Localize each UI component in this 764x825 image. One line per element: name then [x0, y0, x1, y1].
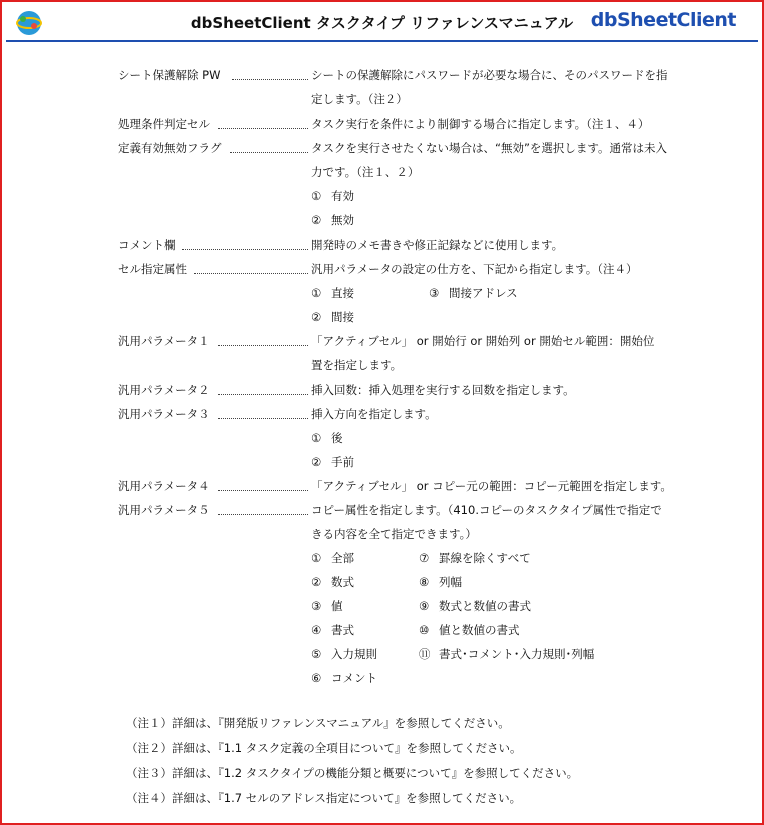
page-header [0, 0, 764, 44]
option-text: 数式と数値の書式 [439, 599, 531, 613]
brand-logo: dbSheetClient [590, 9, 736, 31]
option-number: ⑦ [419, 551, 430, 565]
option-number: ⑤ [311, 647, 322, 661]
option-text: 後 [331, 431, 343, 445]
footnote: （注２）詳細は、『1.1 タスク定義の全項目について』を参照してください。 [126, 741, 522, 755]
option-number: ① [311, 551, 322, 565]
footnote: （注４）詳細は、『1.7 セルのアドレス指定について』を参照してください。 [126, 791, 522, 805]
param-desc-line: 置を指定します。 [311, 358, 403, 372]
option-text: 値と数値の書式 [439, 623, 520, 637]
option-item [311, 213, 354, 227]
leader-dots [218, 128, 308, 129]
option-item [311, 310, 354, 324]
leader-dots [218, 490, 308, 491]
option-text: コメント [331, 671, 377, 685]
option-item [311, 286, 354, 300]
option-item [419, 599, 531, 613]
option-number: ② [311, 575, 322, 589]
param-desc-line: きる内容を全て指定できます。） [311, 527, 477, 541]
param-desc-line: 力です。（注１、２） [311, 165, 420, 179]
param-label: 汎用パラメータ４ [118, 479, 210, 493]
option-number: ③ [311, 599, 322, 613]
option-text: 罫線を除くすべて [439, 551, 531, 565]
param-desc-line: タスクを実行させたくない場合は、“無効”を選択します。通常は未入 [311, 141, 667, 155]
param-desc-line: 開発時のメモ書きや修正記録などに使用します。 [311, 238, 564, 252]
option-text: 間接 [331, 310, 354, 324]
leader-dots [218, 394, 308, 395]
option-number: ③ [429, 286, 440, 300]
option-number: ⑧ [419, 575, 430, 589]
option-text: 有効 [331, 189, 354, 203]
param-label: 汎用パラメータ３ [118, 407, 210, 421]
footnote: （注３）詳細は、『1.2 タスクタイプの機能分類と概要について』を参照してください。 [126, 766, 579, 780]
leader-dots [218, 345, 308, 346]
option-item [419, 623, 520, 637]
leader-dots [230, 152, 308, 153]
option-item [311, 575, 354, 589]
param-desc-line: 挿入回数：挿入処理を実行する回数を指定します。 [311, 383, 575, 397]
param-desc-line: タスク実行を条件により制御する場合に指定します。（注１、４） [311, 117, 650, 131]
header-divider [6, 40, 758, 42]
option-item [419, 551, 531, 565]
option-text: 列幅 [439, 575, 462, 589]
param-desc-line: 汎用パラメータの設定の仕方を、下記から指定します。（注４） [311, 262, 638, 276]
option-number: ⑪ [419, 647, 431, 661]
option-item [311, 431, 343, 445]
option-item [311, 647, 377, 661]
param-desc-line: 挿入方向を指定します。 [311, 407, 437, 421]
param-desc-line: シートの保護解除にパスワードが必要な場合に、そのパスワードを指 [311, 68, 668, 82]
page-title: dbSheetClient タスクタイプ リファレンスマニュアル [190, 14, 574, 32]
param-desc-line: コピー属性を指定します。（410.コピーのタスクタイプ属性で指定で [311, 503, 662, 517]
option-text: 書式･コメント･入力規則･列幅 [439, 647, 595, 661]
leader-dots [194, 273, 308, 274]
option-text: 直接 [331, 286, 354, 300]
option-text: 間接アドレス [449, 286, 518, 300]
option-text: 無効 [331, 213, 354, 227]
option-number: ④ [311, 623, 322, 637]
leader-dots [232, 79, 308, 80]
option-item [311, 189, 354, 203]
leader-dots [182, 249, 308, 250]
option-text: 数式 [331, 575, 354, 589]
option-number: ① [311, 431, 322, 445]
option-text: 書式 [331, 623, 354, 637]
param-desc-line: 「アクティブセル」 or 開始行 or 開始列 or 開始セル範囲：開始位 [311, 334, 655, 348]
option-number: ① [311, 189, 322, 203]
option-item [419, 647, 594, 661]
option-item [311, 455, 354, 469]
param-desc-line: 定します。（注２） [311, 92, 408, 106]
param-label: セル指定属性 [118, 262, 187, 276]
param-label: 処理条件判定セル [118, 117, 210, 131]
footnote: （注１）詳細は、『開発版リファレンスマニュアル』を参照してください。 [126, 716, 510, 730]
param-label: 汎用パラメータ２ [118, 383, 210, 397]
param-label: 汎用パラメータ５ [118, 503, 210, 517]
leader-dots [218, 418, 308, 419]
option-item [311, 623, 354, 637]
param-label: コメント欄 [118, 238, 176, 252]
option-number: ② [311, 213, 322, 227]
option-number: ⑥ [311, 671, 322, 685]
param-label: 汎用パラメータ１ [118, 334, 210, 348]
option-number: ② [311, 455, 322, 469]
option-item [311, 551, 354, 565]
option-number: ⑩ [419, 623, 430, 637]
param-desc-line: 「アクティブセル」 or コピー元の範囲：コピー元範囲を指定します。 [311, 479, 672, 493]
option-item [419, 575, 462, 589]
option-item [429, 286, 518, 300]
option-item [311, 671, 377, 685]
option-text: 入力規則 [331, 647, 377, 661]
option-item [311, 599, 343, 613]
option-number: ② [311, 310, 322, 324]
option-text: 全部 [331, 551, 354, 565]
option-number: ⑨ [419, 599, 430, 613]
param-label: シート保護解除 PW [118, 68, 221, 82]
param-label: 定義有効無効フラグ [118, 141, 222, 155]
option-number: ① [311, 286, 322, 300]
option-text: 手前 [331, 455, 354, 469]
leader-dots [218, 514, 308, 515]
option-text: 値 [331, 599, 343, 613]
